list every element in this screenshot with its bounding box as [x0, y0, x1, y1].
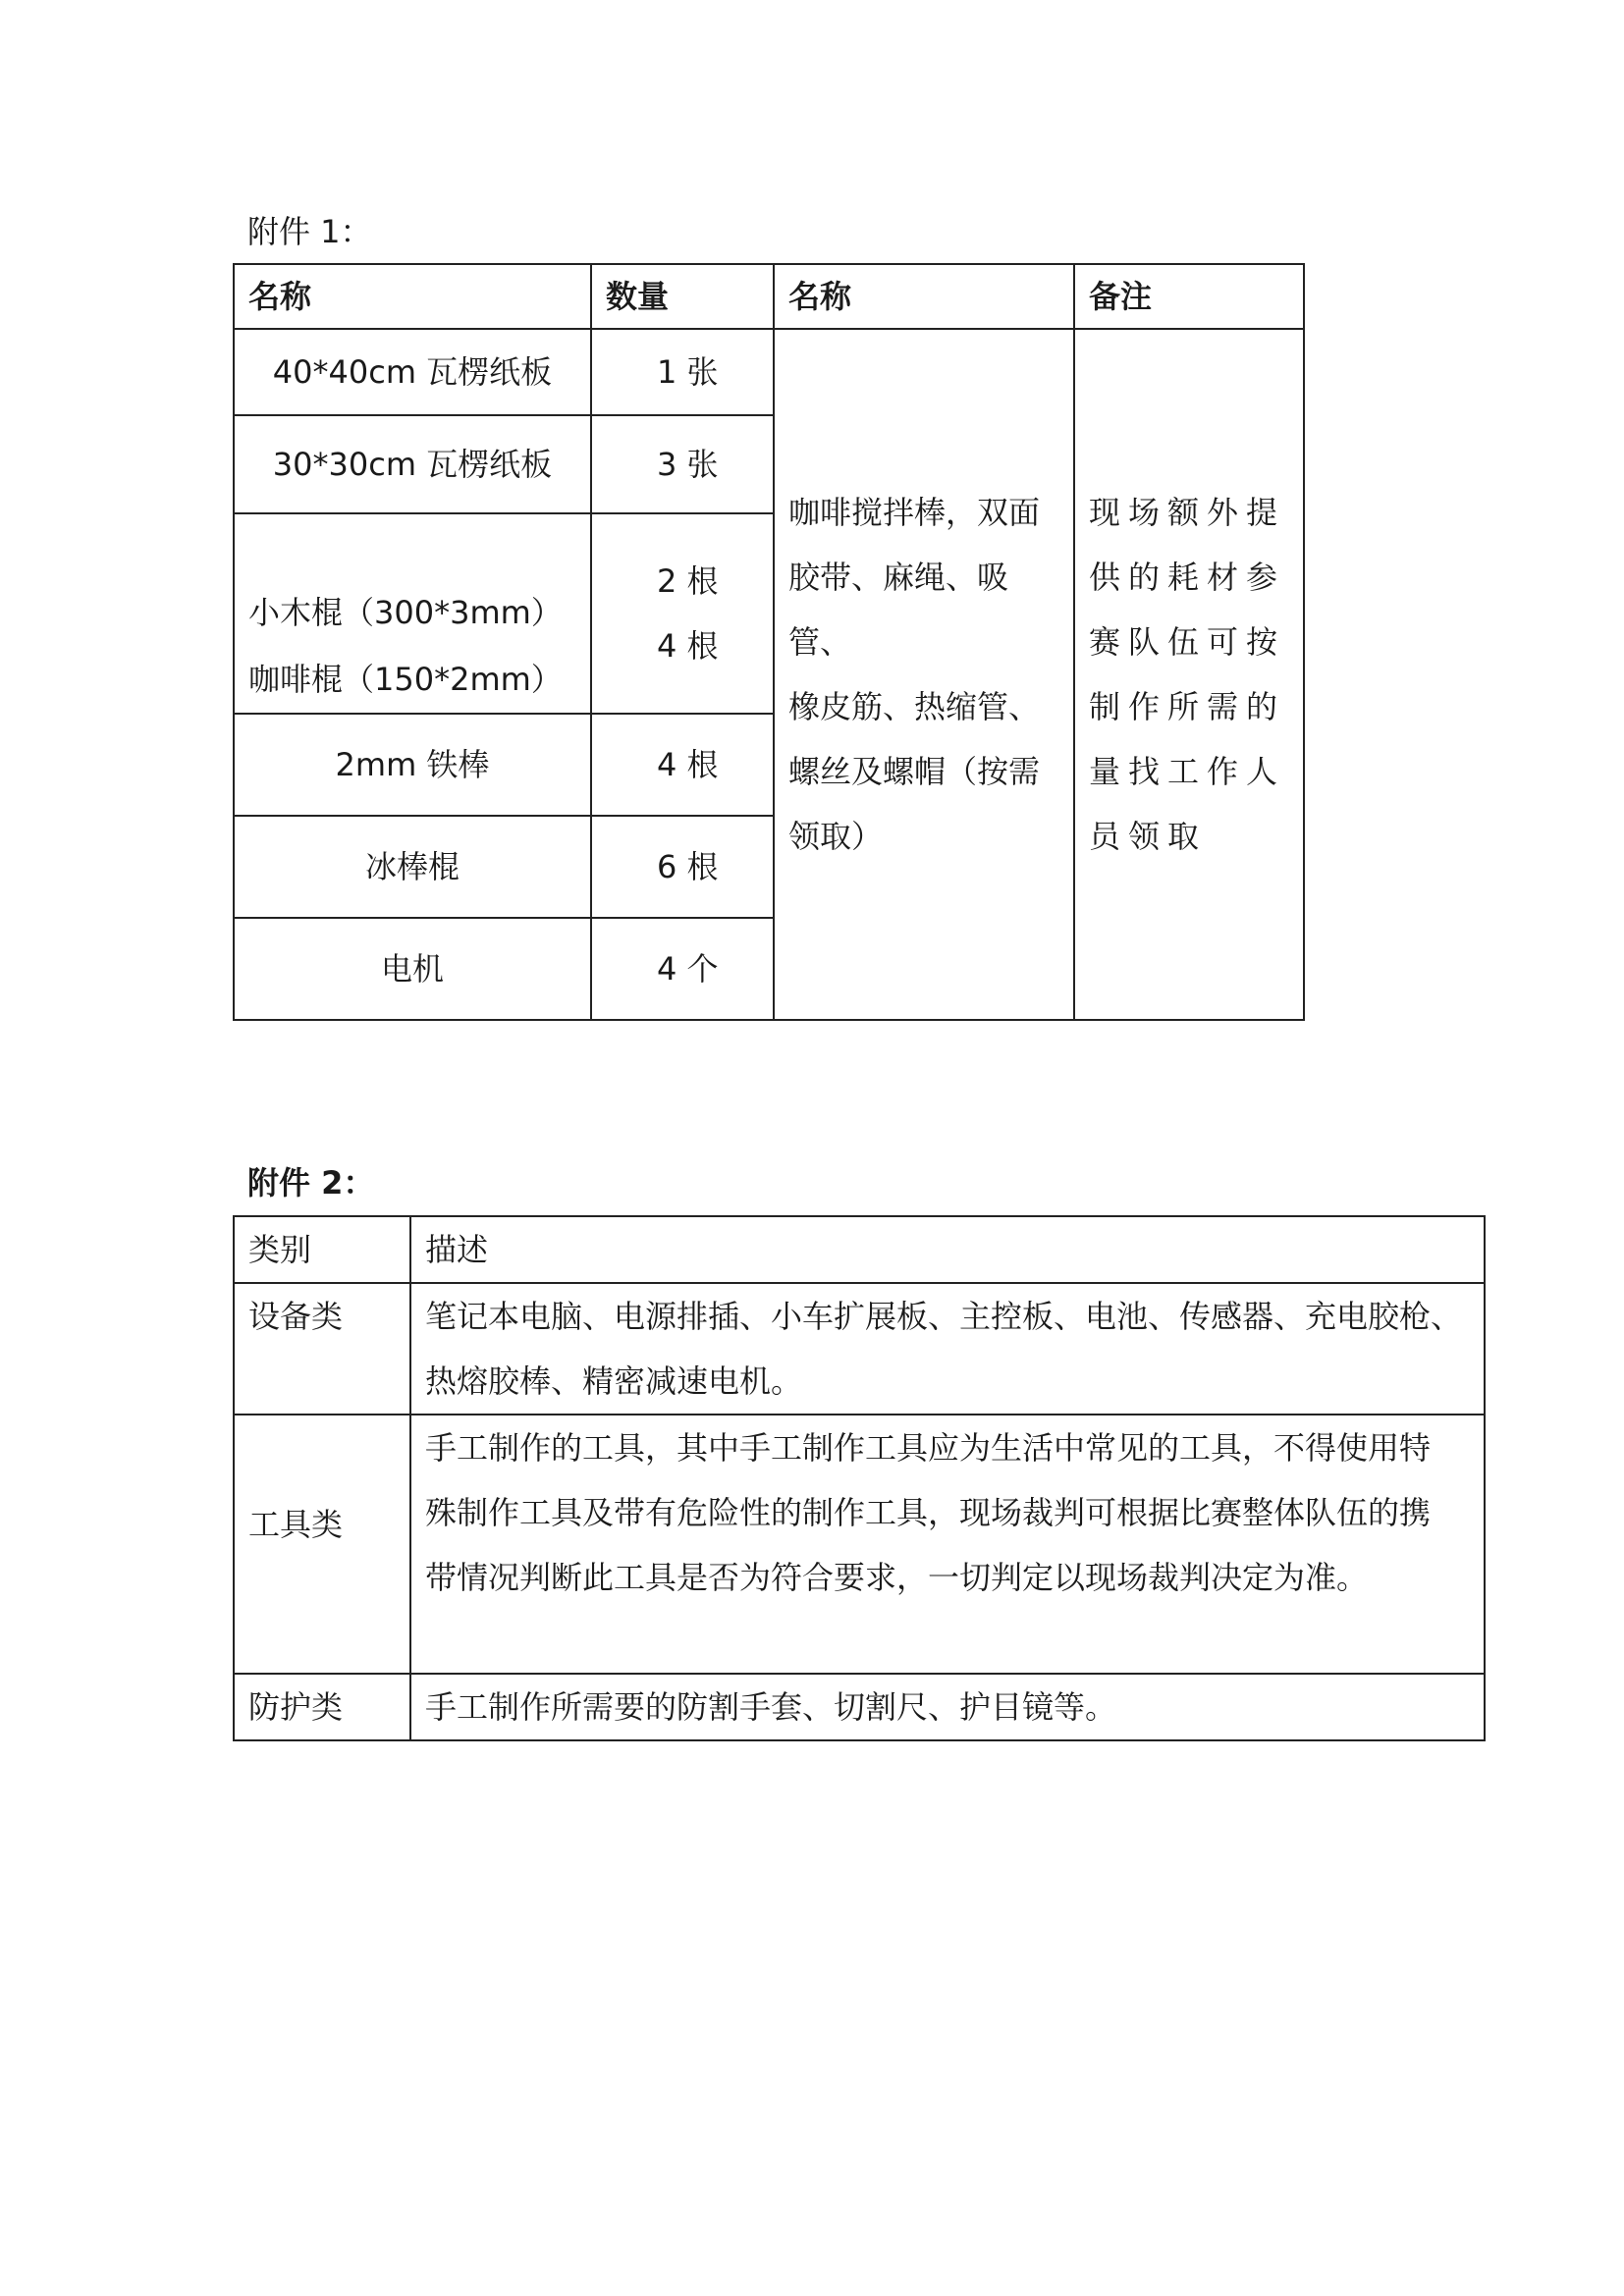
- material-quantity: 6 根: [591, 816, 774, 918]
- description-line: 热熔胶棒、精密减速电机。: [425, 1362, 803, 1400]
- header-category: 类别: [234, 1216, 410, 1283]
- category-cell: 防护类: [234, 1674, 410, 1740]
- remark-line: 员领取: [1089, 818, 1208, 855]
- description-line: 手工制作的工具，其中手工制作工具应为生活中常见的工具，不得使用特: [425, 1429, 1432, 1467]
- description-cell: [410, 1415, 1485, 1674]
- header-remark: 备注: [1074, 264, 1304, 329]
- description-cell: 手工制作所需要的防割手套、切割尺、护目镜等。: [410, 1674, 1485, 1740]
- remark-cell: [1074, 329, 1304, 1020]
- header-description: 描述: [410, 1216, 1485, 1283]
- material-quantity: 4 个: [591, 918, 774, 1020]
- material-quantity-line: 4 根: [657, 627, 719, 665]
- materials-header-row: [234, 264, 1304, 329]
- equipment-table: [233, 1215, 1486, 1741]
- extra-items-cell: [774, 329, 1074, 1020]
- material-name: 冰棒棍: [234, 816, 591, 918]
- category-cell: 工具类: [234, 1415, 410, 1674]
- extra-items-line: 咖啡搅拌棒，双面: [788, 494, 1041, 531]
- material-name: 电机: [234, 918, 591, 1020]
- material-quantity: [591, 513, 774, 714]
- material-quantity: 4 根: [591, 714, 774, 816]
- header-name: 名称: [234, 264, 591, 329]
- remark-line: 供的耗材参: [1089, 559, 1286, 596]
- equipment-header-row: [234, 1216, 1485, 1283]
- material-quantity-line: 2 根: [657, 562, 719, 600]
- description-cell: [410, 1283, 1485, 1415]
- materials-table: [233, 263, 1305, 1021]
- extra-items-line: 胶带、麻绳、吸管、: [788, 559, 1009, 661]
- remark-line: 量找工作人: [1089, 753, 1286, 790]
- material-name-line: 咖啡棍（150*2mm）: [248, 661, 563, 698]
- description-line: 殊制作工具及带有危险性的制作工具，现场裁判可根据比赛整体队伍的携: [425, 1494, 1432, 1531]
- table-row: [234, 1283, 1485, 1415]
- table-row: [234, 1415, 1485, 1674]
- remark-line: 制作所需的: [1089, 688, 1286, 725]
- material-name-line: 小木棍（300*3mm）: [248, 594, 563, 631]
- description-line: 笔记本电脑、电源排插、小车扩展板、主控板、电池、传感器、充电胶枪、: [425, 1298, 1463, 1335]
- category-cell: 设备类: [234, 1283, 410, 1415]
- table-row: [234, 1674, 1485, 1740]
- material-name: 40*40cm 瓦楞纸板: [234, 329, 591, 415]
- description-line: 带情况判断此工具是否为符合要求，一切判定以现场裁判决定为准。: [425, 1559, 1369, 1596]
- header-name-extra: 名称: [774, 264, 1074, 329]
- material-quantity: 3 张: [591, 415, 774, 513]
- material-name: 2mm 铁棒: [234, 714, 591, 816]
- remark-line: 赛队伍可按: [1089, 623, 1286, 661]
- attachment2-caption: 附件 2：: [247, 1164, 375, 1201]
- extra-items-line: 领取）: [788, 818, 884, 855]
- extra-items-line: 螺丝及螺帽（按需: [788, 753, 1041, 790]
- extra-items-line: 橡皮筋、热缩管、: [788, 688, 1041, 725]
- material-quantity: 1 张: [591, 329, 774, 415]
- header-quantity: 数量: [591, 264, 774, 329]
- material-name: 30*30cm 瓦楞纸板: [234, 415, 591, 513]
- table-row: [234, 329, 1304, 415]
- attachment1-caption: 附件 1：: [247, 213, 372, 250]
- remark-line: 现场额外提: [1089, 494, 1286, 531]
- material-name: [234, 513, 591, 714]
